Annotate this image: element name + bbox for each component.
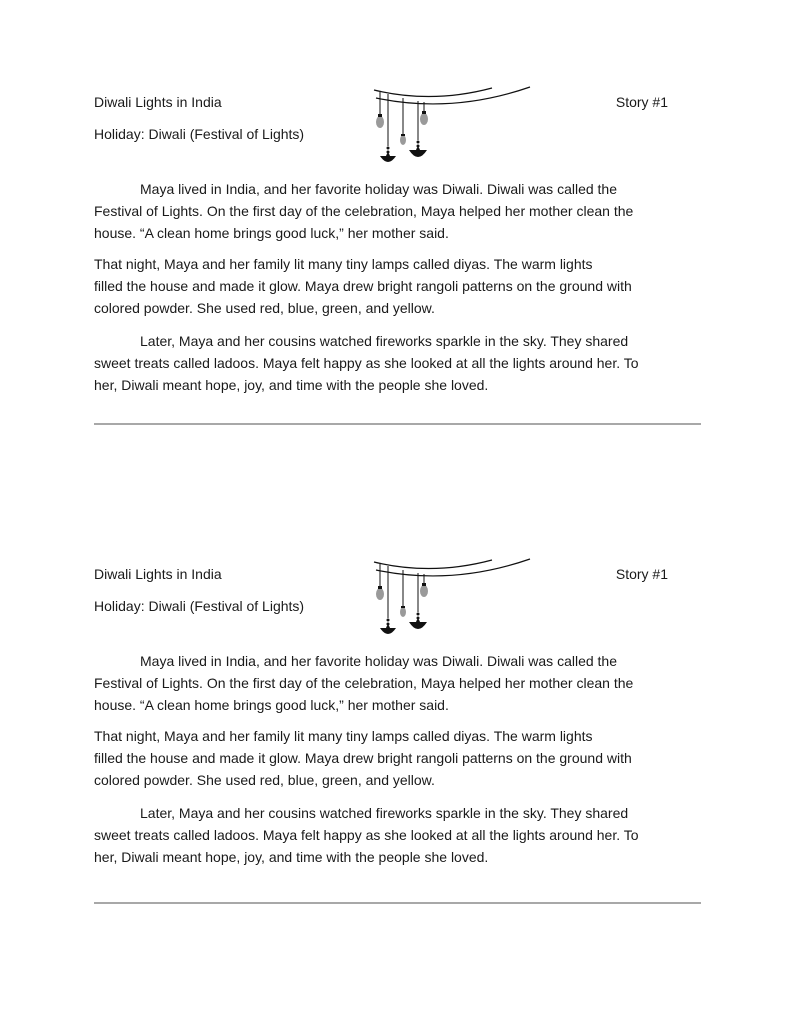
paragraph-line: sweet treats called ladoos. Maya felt happy as she looked at all the lights around her. To [94, 355, 639, 371]
paragraph-line: Maya lived in India, and her favorite holiday was Diwali. Diwali was called the [140, 653, 618, 669]
story-title: Diwali Lights in India [94, 566, 222, 582]
paragraph-3 [94, 802, 694, 868]
paragraph-3 [94, 330, 694, 396]
story-header [94, 556, 701, 644]
paragraph-line: Festival of Lights. On the first day of the celebration, Maya helped her mother clean the [94, 203, 634, 219]
paragraph-line: Festival of Lights. On the first day of the celebration, Maya helped her mother clean the [94, 675, 634, 691]
paragraph-line: Later, Maya and her cousins watched fireworks sparkle in the sky. They shared [140, 805, 629, 821]
paragraph-line: colored powder. She used red, blue, green, and yellow. [94, 772, 435, 788]
paragraph-line: filled the house and made it glow. Maya drew bright rangoli patterns on the ground with [94, 278, 632, 294]
holiday-label: Holiday: Diwali (Festival of Lights) [94, 598, 305, 614]
paragraph-1 [94, 650, 694, 716]
story-header [94, 84, 701, 172]
paragraph-line: colored powder. She used red, blue, green, and yellow. [94, 300, 435, 316]
story-card-2 [94, 556, 701, 868]
story-number: Story #1 [615, 94, 668, 110]
paragraph-line: her, Diwali meant hope, joy, and time with the people she loved. [94, 849, 489, 865]
section-divider [94, 423, 701, 425]
paragraph-line: house. “A clean home brings good luck,” her mother said. [94, 697, 449, 713]
hanging-lamps-icon [372, 84, 532, 170]
hanging-lamps-icon [372, 556, 532, 642]
story-title: Diwali Lights in India [94, 94, 222, 110]
paragraph-2 [94, 253, 694, 319]
section-divider [94, 902, 701, 904]
paragraph-line: That night, Maya and her family lit many tiny lamps called diyas. The warm lights [94, 256, 593, 272]
story-number: Story #1 [615, 566, 668, 582]
paragraph-line: Maya lived in India, and her favorite holiday was Diwali. Diwali was called the [140, 181, 618, 197]
paragraph-line: filled the house and made it glow. Maya drew bright rangoli patterns on the ground with [94, 750, 632, 766]
paragraph-line: That night, Maya and her family lit many tiny lamps called diyas. The warm lights [94, 728, 593, 744]
paragraph-line: sweet treats called ladoos. Maya felt happy as she looked at all the lights around her. To [94, 827, 639, 843]
holiday-label: Holiday: Diwali (Festival of Lights) [94, 126, 305, 142]
paragraph-line: her, Diwali meant hope, joy, and time with the people she loved. [94, 377, 489, 393]
story-card-1 [94, 84, 701, 396]
paragraph-line: Later, Maya and her cousins watched fireworks sparkle in the sky. They shared [140, 333, 629, 349]
paragraph-2 [94, 725, 694, 791]
paragraph-line: house. “A clean home brings good luck,” her mother said. [94, 225, 449, 241]
paragraph-1 [94, 178, 694, 244]
